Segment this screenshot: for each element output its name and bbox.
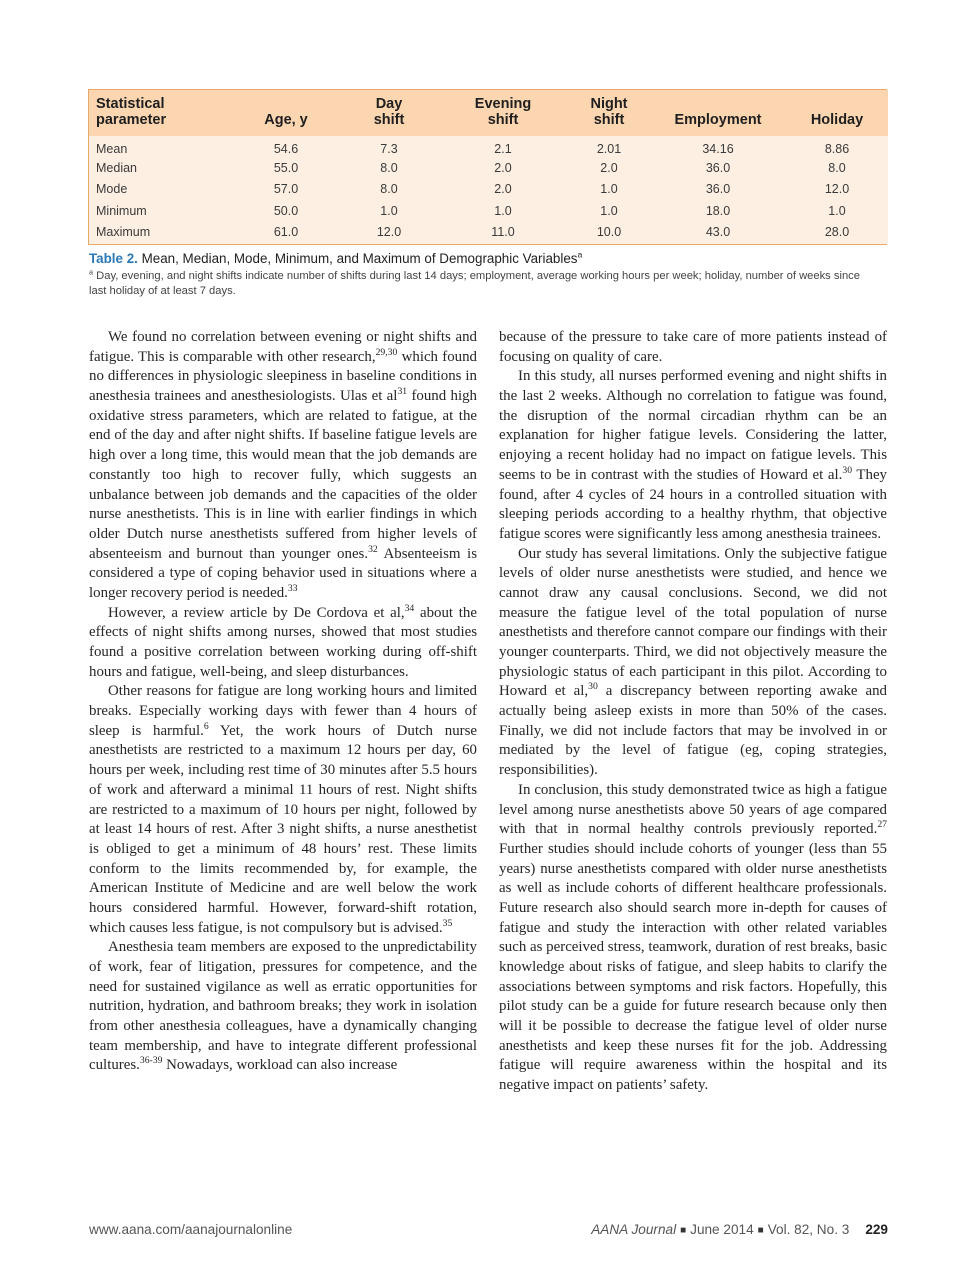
table-cell: 54.6	[273, 142, 299, 157]
body-paragraph: In this study, all nurses performed evening and night shifts in the last 2 weeks. Although no correlation to fatigue was found, the disruption of the normal circadian rhythm can be an explanation for higher fatigue levels. Considering the latter, enjoying a recent holiday had no impact on fatigue levels. This seems to be in contrast with the studies of Howard et al.$^{30}$ They found, after 4 cycles of 24 hours in a controlled situation with sleeping periods according to a healthy rhythm, that objective fatigue scores were significantly less among anesthesia trainees.	[499, 368, 887, 542]
table-cell: 8.86	[824, 142, 850, 157]
header-day-shift: Day shift	[373, 96, 405, 128]
footer-volume: Vol. 82, No. 3	[767, 1222, 850, 1237]
header-holiday: Holiday	[810, 112, 864, 128]
demographics-table	[89, 90, 888, 244]
table-cell: 61.0	[273, 225, 299, 240]
table-cell: 34.16	[702, 142, 734, 157]
body-paragraph: Other reasons for fatigue are long working hours and limited breaks. Especially working days with fewer than 4 hours of sleep is harmful.$^6$ Yet, the work hours of Dutch nurse anesthetists are restricted to a maximum 12 hours per day, 60 hours per week, including rest time of 30 minutes after 5.5 hours of work and afterward a minimal 11 hours of rest. Night shifts are restricted to a maximum of 10 hours per night, followed by at least 14 hours of rest. After 3 night shifts, a nurse anesthetist is obliged to get a minimum of 48 hours’ rest. These limits conform to the limits recommended by, for example, the American Institute of Medicine and are well below the work hours considered harmful. However, forward-shift rotation, which causes less fatigue, is not compulsory but is advised.$^{35}$	[89, 683, 477, 936]
table-cell: 1.0	[494, 203, 512, 218]
table-row	[89, 136, 888, 158]
footnote-marker: a	[89, 267, 94, 277]
citation: 31	[397, 386, 408, 398]
table-2	[88, 89, 887, 245]
table-footnote	[89, 269, 879, 298]
citation: 33	[287, 582, 298, 594]
header-night-shift: Night shift	[590, 96, 628, 128]
citation: 30	[588, 681, 598, 693]
table-cell: 1.0	[380, 203, 398, 218]
table-cell: 36.0	[705, 160, 731, 175]
caption-footnote-marker: a	[577, 249, 583, 260]
table-cell: 1.0	[600, 182, 618, 197]
table-cell: 8.0	[828, 160, 846, 175]
citation: 32	[368, 543, 378, 555]
table-cell: 36.0	[705, 182, 731, 197]
table-header-row	[89, 90, 888, 136]
header-statistical-parameter: Statistical parameter	[96, 96, 167, 128]
citation: 29,30	[375, 346, 398, 358]
left-column	[89, 328, 477, 1076]
table-cell: 18.0	[705, 203, 731, 218]
caption-title: Mean, Median, Mode, Minimum, and Maximum of Demographic Variables	[141, 251, 578, 266]
table-cell: 8.0	[380, 182, 398, 197]
citation: 27	[877, 819, 887, 831]
table-cell: 2.1	[494, 142, 512, 157]
table-cell: 10.0	[596, 225, 622, 240]
table-cell: 28.0	[824, 225, 850, 240]
table-cell: 11.0	[491, 225, 515, 240]
footnote-text: Day, evening, and night shifts indicate number of shifts during last 14 days; employment, average working hours per week; holiday, number of weeks since last holiday of at least 7 days.	[89, 270, 861, 297]
table-cell: Mean	[96, 142, 128, 157]
table-cell: 57.0	[273, 182, 299, 197]
footer-journal-info	[591, 1222, 888, 1237]
header-evening-shift: Evening shift	[474, 96, 532, 128]
table-cell: 43.0	[705, 225, 731, 240]
table-cell: 7.3	[380, 142, 398, 157]
table-cell: 2.0	[494, 160, 512, 175]
page-number: 229	[865, 1222, 888, 1237]
table-cell: 1.0	[828, 203, 846, 218]
table-cell: Maximum	[96, 225, 151, 240]
body-paragraph: because of the pressure to take care of more patients instead of focusing on quality of care.	[499, 329, 887, 365]
header-age: Age, y	[264, 112, 308, 128]
footer-url: www.aana.com/aanajournalonline	[89, 1222, 293, 1237]
caption-label: Table 2.	[89, 251, 138, 266]
right-column	[499, 328, 887, 1096]
footer-date: June 2014	[690, 1222, 754, 1237]
citation: 30	[842, 464, 853, 476]
table-cell: 12.0	[824, 182, 850, 197]
table-cell: 50.0	[273, 203, 299, 218]
table-cell: 1.0	[600, 203, 618, 218]
citation: 34	[404, 602, 415, 614]
table-row	[89, 158, 888, 180]
body-paragraph: We found no correlation between evening or night shifts and fatigue. This is comparable with other research,$^{29,30}$ which found no differences in physiologic sleepiness in baseline conditions in anesthesia trainees and anesthesiologists. Ulas et $al^{31}$ found high oxidative stress parameters, which are related to fatigue, at the end of the day and after night shifts. If baseline fatigue levels are high over a long time, this would mean that the job demands are constantly too high to recover fully, which suggests an unbalance between job demands and the capacities of the older nurse anesthetists. This is in line with earlier findings in which older Dutch nurse anesthetists suffered from higher levels of absenteeism and burnout than younger ones.$^{32}$ Absenteeism is considered a type of coping behavior used in situations where a longer recovery period is needed.$^{33}$	[89, 329, 478, 601]
table-row	[89, 179, 888, 201]
separator-square-icon: ■	[680, 1225, 687, 1236]
body-paragraph: Anesthesia team members are exposed to the unpredictability of work, fear of litigation, pressures for competence, and the need for sustained vigilance as well as erratic opportunities for nutrition, hydration, and bathroom breaks; they work in isolation from other anesthesia colleagues, have a dynamically changing team membership, and have to integrate different professional cultures.$^{36-39}$ Nowadays, workload can also increase	[89, 939, 477, 1074]
citation: 36-39	[139, 1055, 163, 1067]
table-cell: 55.0	[273, 160, 299, 175]
table-cell: 2.0	[600, 160, 618, 175]
table-cell: 12.0	[376, 225, 402, 240]
citation: 6	[203, 720, 209, 732]
header-employment: Employment	[674, 112, 762, 128]
table-cell: 2.01	[596, 142, 622, 157]
caption-title-line	[89, 250, 889, 267]
separator-square-icon: ■	[757, 1225, 764, 1236]
table-cell: 2.0	[494, 182, 512, 197]
table-row	[89, 201, 888, 223]
footer-journal-name: AANA Journal	[591, 1222, 677, 1237]
table-row	[89, 222, 888, 244]
body-paragraph: However, a review article by De Cordova et al,$^{34}$ about the effects of night shifts among nurses, showed that most studies found a positive correlation between working during off-shift hours and fatigue, well-being, and sleep disturbances.	[89, 602, 477, 680]
citation: 35	[442, 917, 453, 929]
body-paragraph: In conclusion, this study demonstrated twice as high a fatigue level among nurse anesthetists above 50 years of age compared with that in normal healthy controls previously reported.$^{27}$ Further studies should include cohorts of younger (less than 55 years) nurse anesthetists compared with older nurse anesthetists as well as include cohorts of different healthcare professionals. Future research also should search more in-depth for causes of fatigue and study the interaction with other related variables such as perceived stress, teamwork, duration of rest breaks, basic knowledge about risks of fatigue, and sleep habits to clarify the associations between symptoms and risk factors. Hopefully, this pilot study can be a guide for future research because only then will it be possible to decrease the fatigue level of older nurse anesthetists and keep these nurses fit for the job. Addressing fatigue will require awareness within the hospital and its negative impact on patients’ safety.	[499, 781, 887, 1094]
table-caption	[89, 250, 889, 298]
table-cell: Mode	[96, 182, 128, 197]
body-paragraph: Our study has several limitations. Only the subjective fatigue levels of older nurse anesthetists were studied, and hence we cannot draw any causal conclusions. Second, we did not measure the fatigue level of the total population of nurse anesthetists and therefore cannot compare our findings with their younger counterparts. Third, we did not objectively measure the physiologic status of each participant in this pilot. According to Howard et al,$^{30}$ a discrepancy between reporting awake and actually being asleep exists in more than 50% of the cases. Finally, we did not include factors that may be involved in or mediated by the level of fatigue (eg, coping strategies, responsibilities).	[499, 545, 887, 779]
table-cell: Minimum	[96, 203, 147, 218]
table-cell: 8.0	[380, 160, 398, 175]
table-cell: Median	[96, 160, 137, 175]
